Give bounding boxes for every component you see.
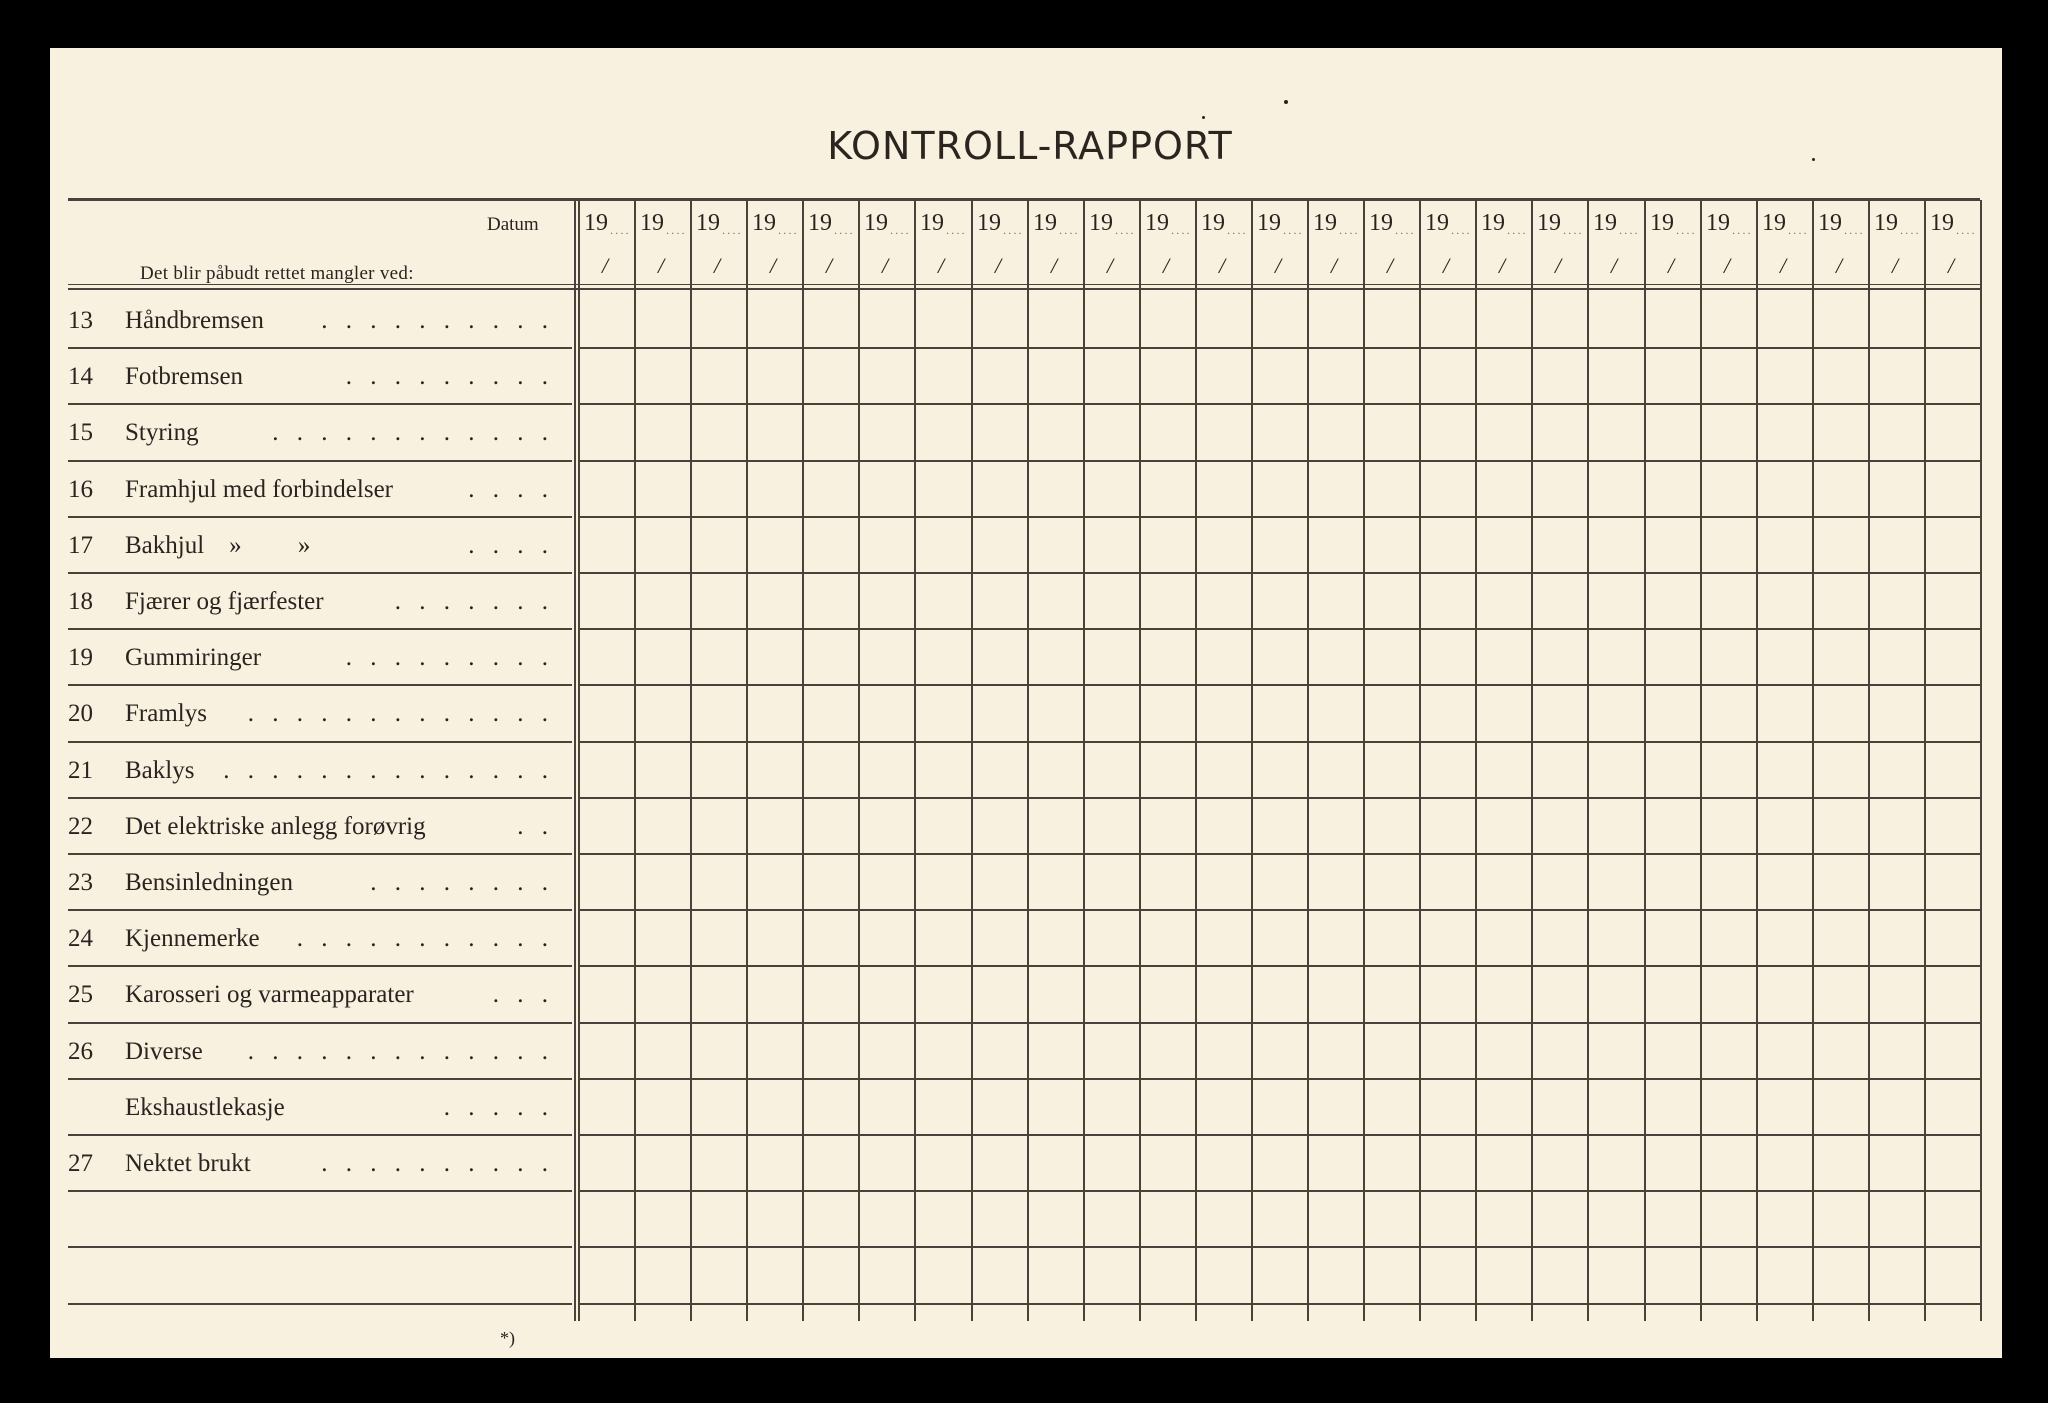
year-fill-dots: .... xyxy=(1676,226,1697,237)
item-label: Nektet brukt xyxy=(125,1150,251,1177)
label-row-rule xyxy=(68,853,572,855)
year-fill-dots: .... xyxy=(778,226,799,237)
item-number: 27 xyxy=(68,1150,93,1177)
blank-row-stub xyxy=(68,1246,128,1248)
grid-row-rule xyxy=(578,684,1980,686)
grid-row-rule xyxy=(578,909,1980,911)
year-fill-dots: .... xyxy=(1900,226,1921,237)
label-row-rule xyxy=(68,965,572,967)
ink-speck xyxy=(1284,100,1288,104)
grid-row-rule xyxy=(578,797,1980,799)
date-column-line xyxy=(746,200,748,1321)
date-column-line xyxy=(690,200,692,1321)
item-leader-dots: . . . . . xyxy=(443,1093,554,1121)
year-fill-dots: .... xyxy=(1395,226,1416,237)
date-column-line xyxy=(1644,200,1646,1321)
item-leader-dots: . . . . . . . . . . xyxy=(321,307,554,334)
item-leader-dots: . . . . . . . . xyxy=(370,869,554,896)
date-column-line xyxy=(1475,200,1477,1321)
instruction-header: Det blir påbudt rettet mangler ved: xyxy=(140,263,414,284)
date-column-line xyxy=(1307,200,1309,1321)
date-separator: / xyxy=(882,253,889,278)
header-bottom-rule-thin xyxy=(68,284,1980,285)
date-separator: / xyxy=(1948,253,1955,278)
item-label: Styring xyxy=(125,419,199,447)
year-prefix: 19 xyxy=(696,210,720,236)
year-prefix: 19 xyxy=(1818,210,1842,236)
grid-row-rule xyxy=(578,1246,1980,1248)
inspection-item-row xyxy=(50,700,572,756)
date-separator: / xyxy=(1331,253,1338,278)
item-leader-dots: . . . . xyxy=(468,531,554,559)
inspection-item-row xyxy=(50,1038,572,1094)
date-separator: / xyxy=(1555,253,1562,278)
date-separator: / xyxy=(1499,253,1506,278)
year-prefix: 19 xyxy=(752,210,776,236)
label-row-rule xyxy=(68,1246,572,1248)
item-number: 13 xyxy=(68,307,93,334)
date-separator: / xyxy=(1780,253,1787,278)
item-number: 15 xyxy=(68,419,93,447)
year-fill-dots: .... xyxy=(1732,226,1753,237)
date-separator: / xyxy=(826,253,833,278)
year-prefix: 19 xyxy=(1593,210,1617,236)
date-separator: / xyxy=(1163,253,1170,278)
item-leader-dots: . . . . . . . . . xyxy=(345,644,554,672)
grid-row-rule xyxy=(578,403,1980,405)
date-column-line xyxy=(914,200,916,1321)
label-row-rule xyxy=(68,403,572,405)
date-column-line xyxy=(1195,200,1197,1321)
item-leader-dots: . . . . . . . . . xyxy=(345,363,554,391)
year-fill-dots: .... xyxy=(834,226,855,237)
item-label: Ekshaustlekasje xyxy=(125,1093,285,1121)
date-separator: / xyxy=(1107,253,1114,278)
grid-row-rule xyxy=(578,1134,1980,1136)
date-separator: / xyxy=(1387,253,1394,278)
footnote-mark: *) xyxy=(500,1328,515,1348)
date-column-line xyxy=(1756,200,1758,1321)
inspection-item-row xyxy=(50,588,572,644)
item-label: Framhjul med forbindelser xyxy=(125,475,393,503)
date-separator: / xyxy=(1836,253,1843,278)
grid-row-rule xyxy=(578,965,1980,967)
item-label: Gummiringer xyxy=(125,644,262,672)
date-column-line xyxy=(1868,200,1870,1321)
item-label: Kjennemerke xyxy=(125,925,260,953)
date-separator: / xyxy=(1724,253,1731,278)
inspection-item-row xyxy=(50,981,572,1037)
date-column-line xyxy=(1531,200,1533,1321)
form-sheet xyxy=(50,48,2002,1358)
item-label: Fotbremsen xyxy=(125,363,244,391)
label-row-rule xyxy=(68,1303,572,1305)
date-column-line xyxy=(1924,200,1926,1321)
item-number: 19 xyxy=(68,644,93,672)
date-column-line xyxy=(1812,200,1814,1321)
grid-row-rule xyxy=(578,516,1980,518)
label-row-rule xyxy=(68,572,572,574)
year-prefix: 19 xyxy=(977,210,1001,236)
date-separator: / xyxy=(1892,253,1899,278)
date-separator: / xyxy=(1668,253,1675,278)
year-fill-dots: .... xyxy=(1171,226,1192,237)
label-row-rule xyxy=(68,516,572,518)
grid-row-rule xyxy=(578,1190,1980,1192)
year-fill-dots: .... xyxy=(722,226,743,237)
inspection-item-row xyxy=(50,476,572,532)
item-leader-dots: . . xyxy=(517,812,554,840)
item-label: Bensinledningen xyxy=(125,869,294,896)
date-separator: / xyxy=(1051,253,1058,278)
inspection-item-row xyxy=(50,757,572,813)
date-column-line xyxy=(802,200,804,1321)
date-separator: / xyxy=(658,253,665,278)
item-number: 23 xyxy=(68,869,93,896)
year-fill-dots: .... xyxy=(666,226,687,237)
item-number: 16 xyxy=(68,475,93,503)
year-prefix: 19 xyxy=(1874,210,1898,236)
item-leader-dots: . . . . . . . . . . xyxy=(321,1150,554,1177)
item-number: 26 xyxy=(68,1037,93,1065)
date-separator: / xyxy=(1275,253,1282,278)
inspection-item-row xyxy=(50,925,572,981)
ink-speck xyxy=(1202,116,1205,119)
label-row-rule xyxy=(68,1078,572,1080)
date-separator: / xyxy=(714,253,721,278)
year-prefix: 19 xyxy=(920,210,944,236)
inspection-item-row xyxy=(50,813,572,869)
label-row-rule xyxy=(68,797,572,799)
item-label: Framlys xyxy=(125,700,207,728)
label-row-rule xyxy=(68,1134,572,1136)
year-prefix: 19 xyxy=(1706,210,1730,236)
grid-row-rule xyxy=(578,853,1980,855)
date-column-line xyxy=(1363,200,1365,1321)
label-row-rule xyxy=(68,347,572,349)
year-fill-dots: .... xyxy=(1619,226,1640,237)
year-prefix: 19 xyxy=(1481,210,1505,236)
item-label: Diverse xyxy=(125,1037,203,1065)
year-prefix: 19 xyxy=(1257,210,1281,236)
label-row-rule xyxy=(68,1190,572,1192)
date-separator: / xyxy=(1611,253,1618,278)
label-row-rule xyxy=(68,684,572,686)
item-leader-dots: . . . . . . . . . . . . xyxy=(272,419,554,447)
year-fill-dots: .... xyxy=(1788,226,1809,237)
date-column-line xyxy=(1083,200,1085,1321)
date-separator: / xyxy=(602,253,609,278)
inspection-item-row xyxy=(50,1094,572,1150)
item-label: Fjærer og fjærfester xyxy=(125,588,324,615)
item-number: 24 xyxy=(68,925,93,953)
item-label: Bakhjul » » xyxy=(125,531,311,559)
inspection-item-row xyxy=(50,644,572,700)
grid-row-rule xyxy=(578,347,1980,349)
year-prefix: 19 xyxy=(640,210,664,236)
year-prefix: 19 xyxy=(1537,210,1561,236)
date-column-line xyxy=(1419,200,1421,1321)
label-grid-divider xyxy=(574,198,576,1321)
year-prefix: 19 xyxy=(1145,210,1169,236)
year-fill-dots: .... xyxy=(1059,226,1080,237)
header-bottom-rule xyxy=(68,288,1980,290)
year-fill-dots: .... xyxy=(1339,226,1360,237)
item-leader-dots: . . . . . . . . . . . . . xyxy=(247,1037,554,1065)
date-column-line xyxy=(971,200,973,1321)
item-number: 25 xyxy=(68,981,93,1009)
grid-row-rule xyxy=(578,1303,1980,1305)
year-prefix: 19 xyxy=(1425,210,1449,236)
header-top-rule xyxy=(68,198,1980,201)
item-leader-dots: . . . xyxy=(492,981,554,1009)
inspection-item-row xyxy=(50,1150,572,1206)
form-title: KONTROLL-RAPPORT xyxy=(827,124,1233,168)
grid-row-rule xyxy=(578,741,1980,743)
label-row-rule xyxy=(68,460,572,462)
date-column-line xyxy=(1027,200,1029,1321)
item-leader-dots: . . . . . . . . . . . . . . xyxy=(223,756,554,784)
date-column-line xyxy=(858,200,860,1321)
year-fill-dots: .... xyxy=(1451,226,1472,237)
item-label: Baklys xyxy=(125,756,195,784)
label-row-rule xyxy=(68,1022,572,1024)
grid-row-rule xyxy=(578,1022,1980,1024)
item-leader-dots: . . . . . . . . . . . xyxy=(296,925,554,953)
label-row-rule xyxy=(68,909,572,911)
date-column-line xyxy=(1700,200,1702,1321)
date-separator: / xyxy=(995,253,1002,278)
grid-row-rule xyxy=(578,1078,1980,1080)
grid-row-rule xyxy=(578,572,1980,574)
date-separator: / xyxy=(770,253,777,278)
year-fill-dots: .... xyxy=(1507,226,1528,237)
label-row-rule xyxy=(68,628,572,630)
year-fill-dots: .... xyxy=(1956,226,1977,237)
item-leader-dots: . . . . . . . xyxy=(394,588,554,615)
year-prefix: 19 xyxy=(1201,210,1225,236)
item-number: 14 xyxy=(68,363,93,391)
year-prefix: 19 xyxy=(1089,210,1113,236)
item-label: Håndbremsen xyxy=(125,307,264,334)
inspection-item-row xyxy=(50,869,572,925)
date-header-label: Datum xyxy=(487,214,539,235)
date-separator: / xyxy=(1219,253,1226,278)
year-fill-dots: .... xyxy=(1003,226,1024,237)
year-prefix: 19 xyxy=(1930,210,1954,236)
year-fill-dots: .... xyxy=(946,226,967,237)
year-fill-dots: .... xyxy=(1227,226,1248,237)
item-number: 22 xyxy=(68,812,93,840)
year-fill-dots: .... xyxy=(1844,226,1865,237)
item-number: 21 xyxy=(68,756,93,784)
year-fill-dots: .... xyxy=(1563,226,1584,237)
grid-row-rule xyxy=(578,628,1980,630)
year-fill-dots: .... xyxy=(1115,226,1136,237)
year-prefix: 19 xyxy=(808,210,832,236)
date-column-line xyxy=(1980,200,1982,1321)
grid-row-rule xyxy=(578,460,1980,462)
year-prefix: 19 xyxy=(864,210,888,236)
year-prefix: 19 xyxy=(1033,210,1057,236)
item-number: 20 xyxy=(68,700,93,728)
item-number: 17 xyxy=(68,531,93,559)
year-prefix: 19 xyxy=(1762,210,1786,236)
year-prefix: 19 xyxy=(584,210,608,236)
item-label: Det elektriske anlegg forøvrig xyxy=(125,812,426,840)
date-column-line xyxy=(1139,200,1141,1321)
year-prefix: 19 xyxy=(1313,210,1337,236)
date-separator: / xyxy=(1443,253,1450,278)
date-column-line xyxy=(1251,200,1253,1321)
year-prefix: 19 xyxy=(1650,210,1674,236)
year-prefix: 19 xyxy=(1369,210,1393,236)
date-column-line xyxy=(634,200,636,1321)
label-row-rule xyxy=(68,741,572,743)
inspection-item-row xyxy=(50,419,572,475)
ink-speck xyxy=(1812,158,1815,161)
item-leader-dots: . . . . xyxy=(468,475,554,503)
item-leader-dots: . . . . . . . . . . . . . xyxy=(247,700,554,728)
item-label: Karosseri og varmeapparater xyxy=(125,981,414,1009)
year-fill-dots: .... xyxy=(890,226,911,237)
year-fill-dots: .... xyxy=(610,226,631,237)
year-fill-dots: .... xyxy=(1283,226,1304,237)
item-number: 18 xyxy=(68,588,93,615)
date-column-line xyxy=(578,200,580,1321)
inspection-item-row xyxy=(50,532,572,588)
inspection-item-row xyxy=(50,307,572,363)
date-column-line xyxy=(1587,200,1589,1321)
date-separator: / xyxy=(938,253,945,278)
inspection-item-row xyxy=(50,363,572,419)
